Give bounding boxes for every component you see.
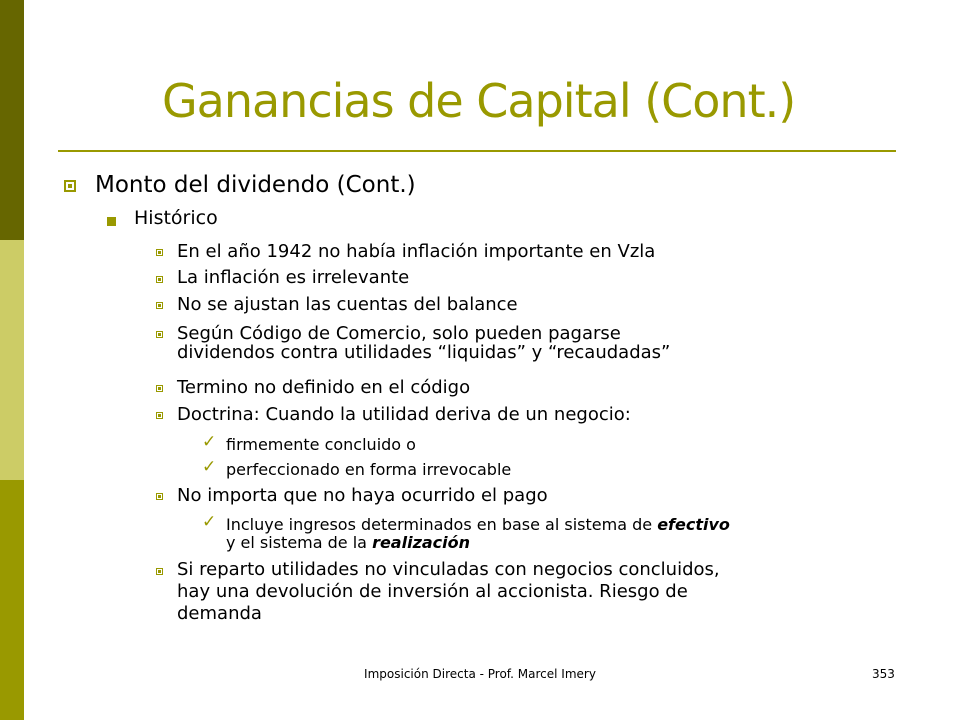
emphasis-efectivo: efectivo [657,515,730,534]
checkmark-icon: ✓ [202,432,217,452]
page-number: 353 [872,667,895,681]
list-item-continued: dividendos contra utilidades “liquidas” y “recaudadas” [177,342,671,363]
check-item: firmemente concluido o [226,435,416,454]
check-text: y el sistema de la [226,533,373,552]
list-item: No se ajustan las cuentas del balance [177,294,518,315]
list-item: Termino no definido en el código [177,377,471,398]
list-item: Doctrina: Cuando la utilidad deriva de un negocio: [177,404,631,425]
list-item: No importa que no haya ocurrido el pago [177,485,548,506]
square-bullet-icon [156,276,163,283]
list-item: En el año 1942 no había inflación importante en Vzla [177,241,656,262]
left-band-olive [0,480,24,720]
emphasis-realizacion: realización [372,533,471,552]
square-bullet-icon [156,493,163,500]
slide-title: Ganancias de Capital (Cont.) [162,74,796,128]
square-bullet-icon [156,302,163,309]
square-bullet-icon [156,331,163,338]
square-bullet-icon [64,180,76,192]
list-item-continued: demanda [177,603,262,624]
level1-text: Monto del dividendo (Cont.) [95,172,416,198]
square-bullet-icon [156,412,163,419]
list-item-continued: hay una devolución de inversión al accionista. Riesgo de [177,581,688,602]
list-item: Si reparto utilidades no vinculadas con negocios concluidos, [177,559,720,580]
check-item [226,516,730,533]
square-bullet-icon [156,249,163,256]
left-band-light [0,240,24,480]
list-item: La inflación es irrelevante [177,267,410,288]
list-item: Según Código de Comercio, solo pueden pagarse [177,323,621,344]
square-bullet-icon [107,217,116,226]
level2-text: Histórico [134,207,218,229]
checkmark-icon: ✓ [202,457,217,477]
check-item: perfeccionado en forma irrevocable [226,460,512,479]
left-band-dark [0,0,24,240]
square-bullet-icon [156,568,163,575]
check-item-continued [226,534,470,551]
square-bullet-icon [156,385,163,392]
check-text: Incluye ingresos determinados en base al sistema de [226,515,658,534]
title-divider [58,150,896,152]
footer-text: Imposición Directa - Prof. Marcel Imery [364,667,596,681]
checkmark-icon: ✓ [202,512,217,532]
